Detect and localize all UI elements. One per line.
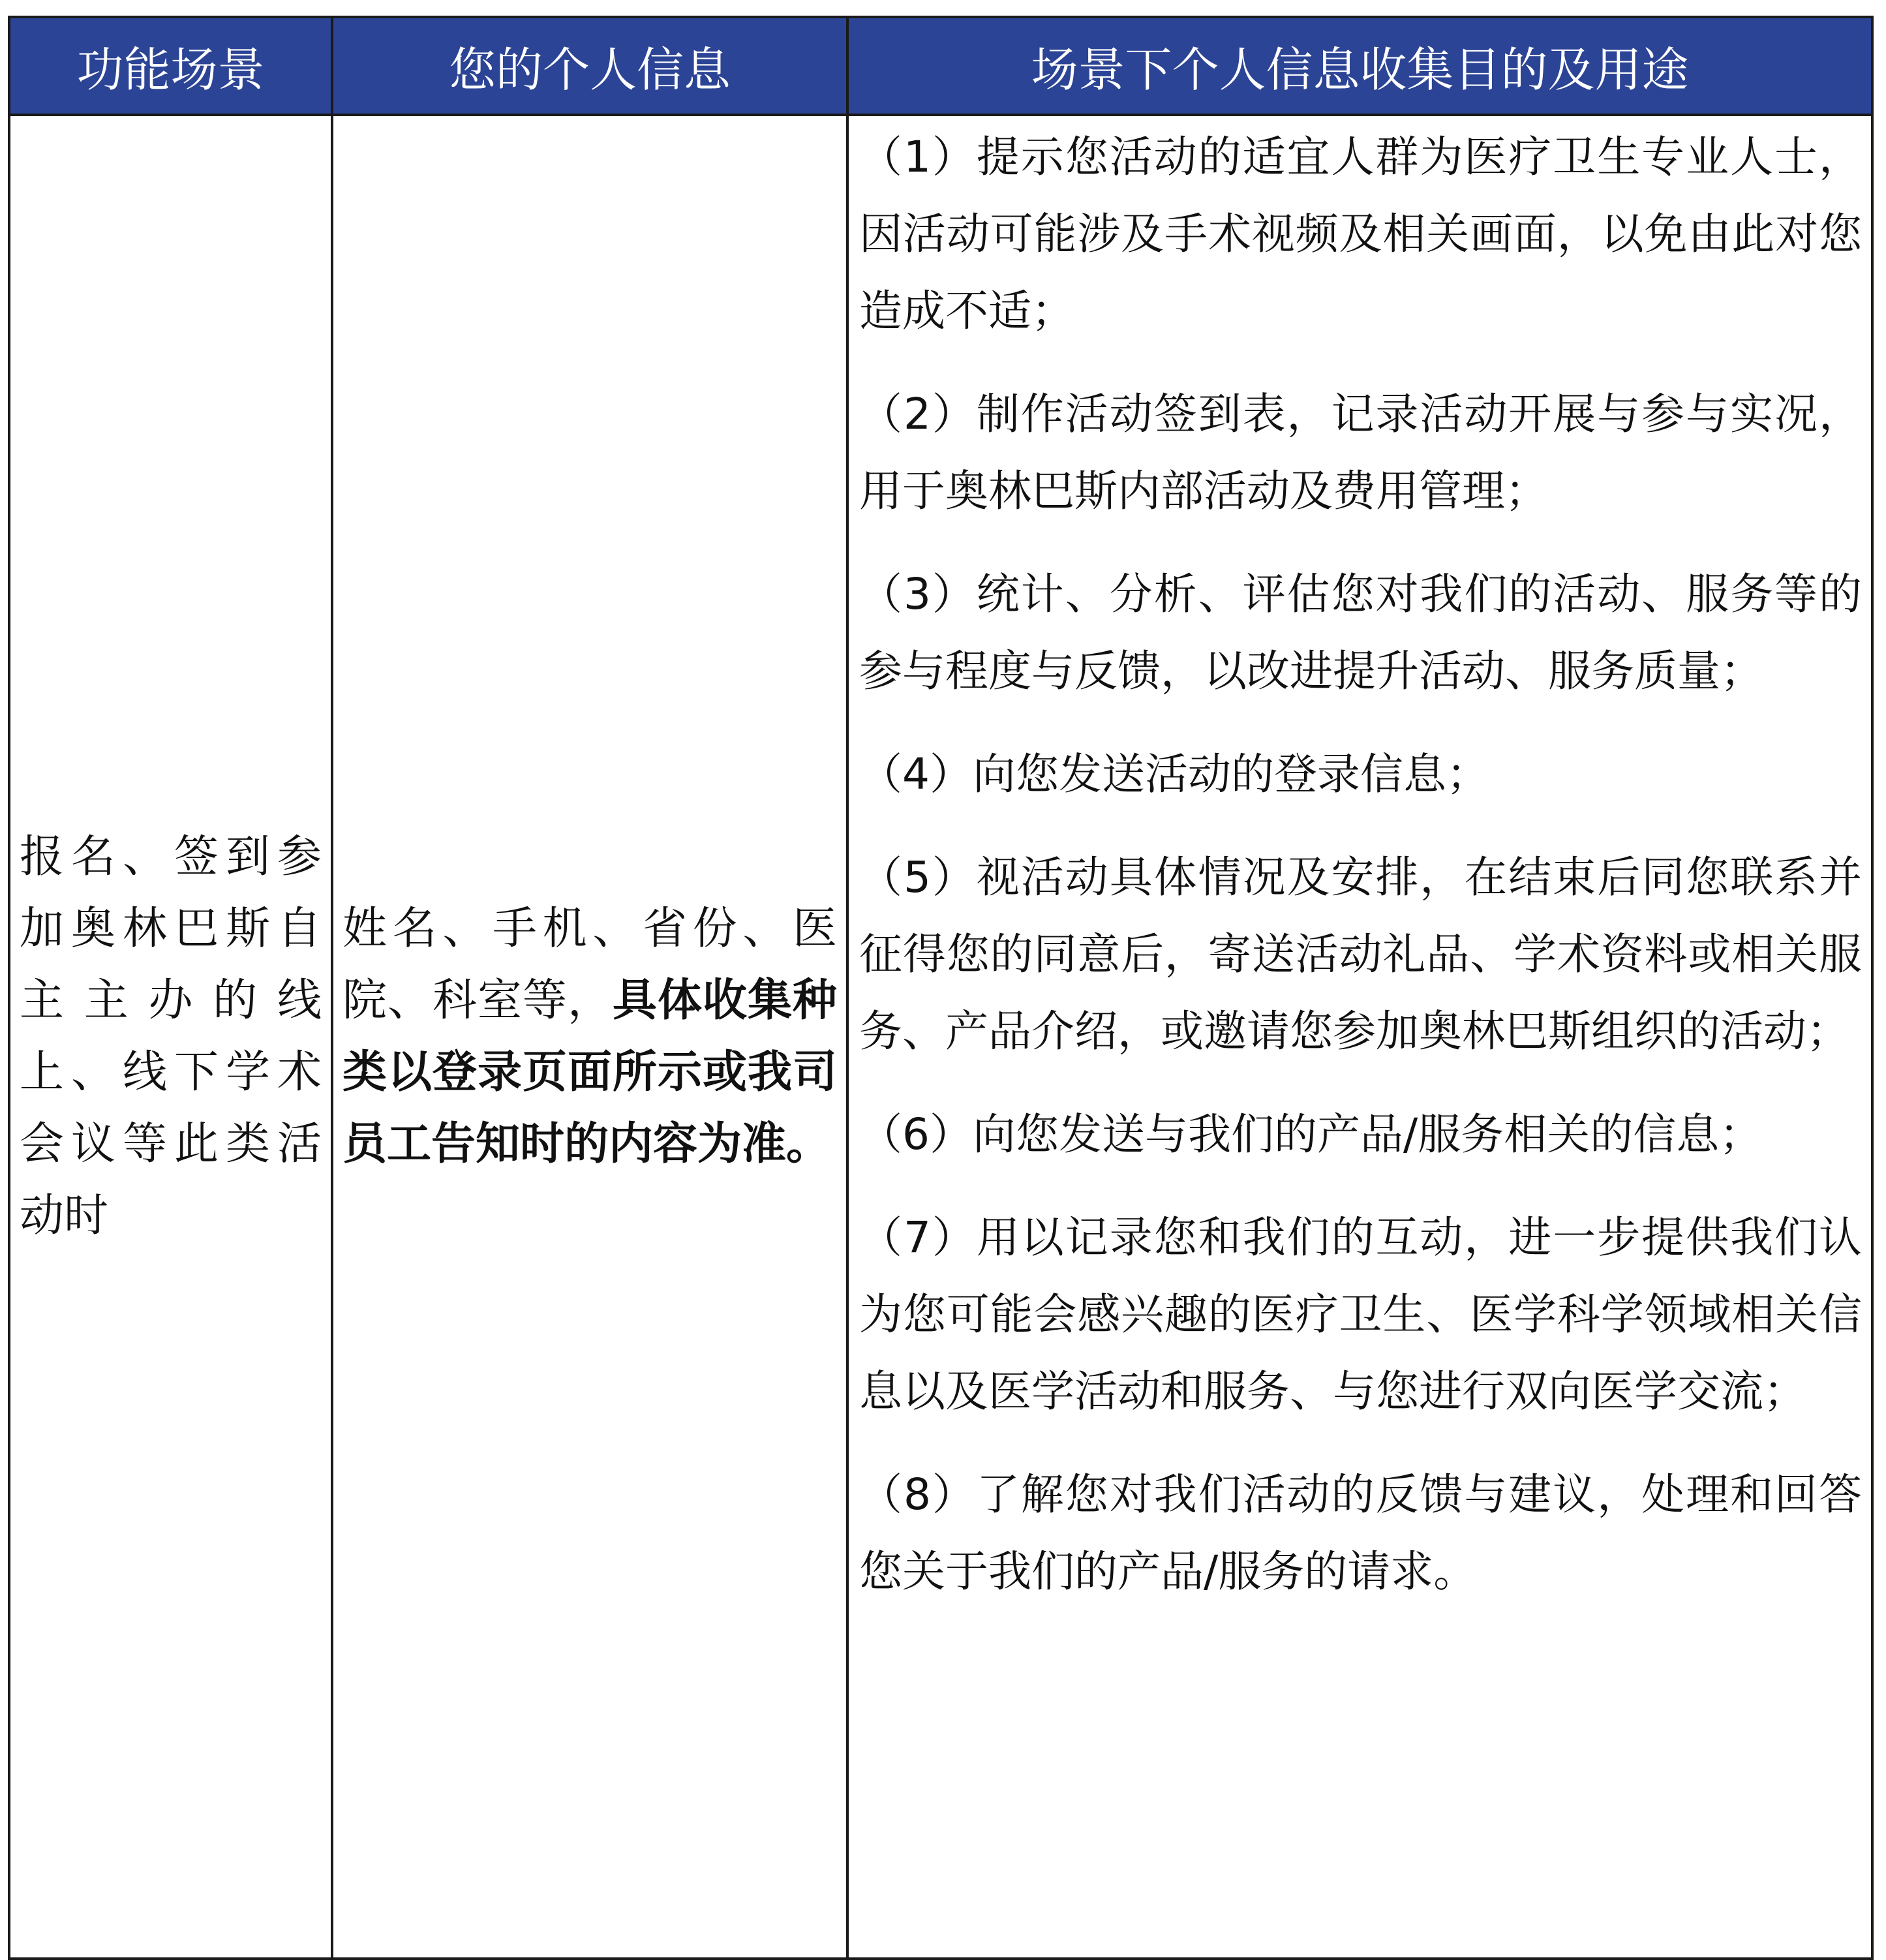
purpose-item-4: （4）向您发送活动的登录信息；: [859, 749, 1489, 799]
cell-purposes: [847, 115, 1872, 1959]
header-purpose: 场景下个人信息收集目的及用途: [847, 17, 1872, 115]
purpose-item-2: （2）制作活动签到表，记录活动开展与参与实况，用于奥林巴斯内部活动及费用管理；: [859, 389, 1862, 516]
purpose-item-3: （3）统计、分析、评估您对我们的活动、服务等的参与程度与反馈，以改进提升活动、服务质量；: [859, 569, 1862, 696]
privacy-purpose-table: [8, 16, 1874, 1960]
purpose-item-5: （5）视活动具体情况及安排，在结束后同您联系并征得您的同意后，寄送活动礼品、学术资料或相关服务、产品介绍，或邀请您参加奥林巴斯组织的活动；: [859, 852, 1862, 1056]
header-personal-info: 您的个人信息: [332, 17, 847, 115]
header-scene: 功能场景: [9, 17, 332, 115]
purpose-item-8: （8）了解您对我们活动的反馈与建议，处理和回答您关于我们的产品/服务的请求。: [859, 1469, 1862, 1597]
purpose-item-6: （6）向您发送与我们的产品/服务相关的信息；: [859, 1109, 1763, 1159]
info-bold-text: 具体收集种类以登录页面所示或我司员工告知时的内容为准。: [342, 975, 837, 1170]
info-normal-text: 姓名、手机、省份、医院、科室等，: [342, 903, 837, 1026]
table-row: [9, 115, 1872, 1959]
purpose-item-7: （7）用以记录您和我们的互动，进一步提供我们认为您可能会感兴趣的医疗卫生、医学科学领域相关信息以及医学活动和服务、与您进行双向医学交流；: [859, 1212, 1862, 1416]
purpose-item-1: （1）提示您活动的适宜人群为医疗卫生专业人士，因活动可能涉及手术视频及相关画面，以免由此对您造成不适；: [859, 132, 1862, 336]
cell-scene: 报名、签到参加奥林巴斯自主主办的线上、线下学术会议等此类活动时: [9, 115, 332, 1959]
cell-personal-info: [332, 115, 847, 1959]
header-row: [9, 17, 1872, 115]
